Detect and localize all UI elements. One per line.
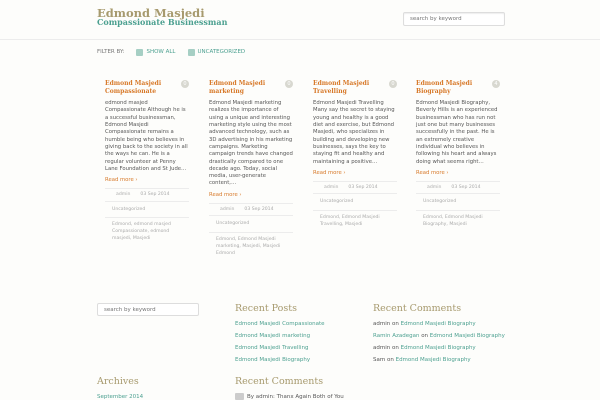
read-more-link[interactable]: Read more ›	[416, 169, 449, 176]
comment-count-badge[interactable]: 4	[492, 80, 500, 88]
comment-on: on	[391, 345, 399, 351]
post-date: 03 Sep 2014	[451, 185, 481, 191]
post-tags[interactable]: Edmond, Edmond Masjedi Biography, Masjedi	[423, 214, 483, 227]
header-search-input[interactable]	[403, 12, 505, 26]
comment-post-link[interactable]: Edmond Masjedi Biography	[400, 345, 476, 351]
comment-on: on	[391, 321, 399, 327]
recent-post-link[interactable]: Edmond Masjedi Travelling	[235, 345, 309, 351]
recent-comments-title-2: Recent Comments	[235, 376, 324, 387]
post-card	[416, 80, 500, 228]
comment-author[interactable]: admin	[373, 345, 391, 351]
recent-post-link[interactable]: Edmond Masjedi marketing	[235, 333, 311, 339]
recent-comment-item	[373, 330, 505, 342]
post-excerpt: edmond masjed Compassionate Although he is a successful businessman, Edmond Masjedi Compassionate remains a humble being who believes in giving back to the society in all the ways he can. He is a regular volunteer at Penny Lane Foundation and St Jude…	[105, 100, 188, 172]
post-card	[105, 80, 189, 242]
filter-label: FILTER BY:	[97, 49, 125, 55]
comment-on: on	[421, 333, 429, 339]
filter-uncategorized[interactable]	[188, 49, 246, 56]
post-excerpt: Edmond Masjedi Biography, Beverly Hills is an experienced businessman who has run not just one but many businesses successfully in the past. He is an extremely creative individual who believes in following his heart and always doing what seems right…	[416, 100, 498, 165]
recent-posts-title: Recent Posts	[235, 303, 297, 314]
post-meta	[209, 203, 293, 216]
read-more-link[interactable]: Read more ›	[209, 191, 242, 198]
recent-post-link[interactable]: Edmond Masjedi Compassionate	[235, 321, 325, 327]
filter-option-label: UNCATEGORIZED	[197, 49, 246, 55]
post-category[interactable]: Uncategorized	[209, 216, 293, 232]
site-header	[0, 0, 600, 40]
recent-post-link[interactable]: Edmond Masjedi Biography	[235, 357, 311, 363]
comment-author[interactable]: Ramin Azadegan	[373, 333, 420, 339]
archives-title: Archives	[97, 376, 139, 387]
post-date: 03 Sep 2014	[244, 207, 274, 213]
comment-post-link[interactable]: Edmond Masjedi Biography	[429, 333, 505, 339]
post-author[interactable]: admin	[116, 192, 131, 198]
post-category[interactable]: Uncategorized	[416, 194, 500, 210]
recent-comment-item	[373, 318, 505, 330]
comment-count-badge[interactable]: 0	[389, 80, 397, 88]
post-category[interactable]: Uncategorized	[313, 194, 397, 210]
post-card	[209, 80, 293, 257]
filter-show-all[interactable]	[136, 49, 175, 56]
post-excerpt: Edmond Masjedi Travelling Many say the secret to staying young and healthy is a good diet and exercise, but Edmond Masjedi, who specializes in building and developing new businesses, says the key to staying fit and healthy and maintaining a positive…	[313, 100, 395, 165]
site-title[interactable]: Edmond Masjedi	[97, 6, 205, 20]
checkbox-icon	[136, 49, 143, 56]
post-date: 03 Sep 2014	[140, 192, 170, 198]
archives-list	[97, 391, 143, 400]
recent-comments-list	[373, 318, 505, 366]
recent-posts-list	[235, 318, 325, 366]
read-more-link[interactable]: Read more ›	[313, 169, 346, 176]
comment-author[interactable]: Sam	[373, 357, 386, 363]
post-meta	[416, 181, 500, 194]
filter-bar	[97, 47, 257, 57]
post-author[interactable]: admin	[427, 185, 442, 191]
post-title[interactable]: Edmond Masjedi marketing	[209, 80, 266, 95]
checkbox-icon	[188, 49, 195, 56]
post-author[interactable]: admin	[324, 185, 339, 191]
post-tags[interactable]: Edmond, Edmond Masjedi marketing, Masjedi, Masjedi Edmond	[216, 236, 281, 256]
avatar-icon	[235, 393, 244, 400]
post-title[interactable]: Edmond Masjedi Biography	[416, 80, 473, 95]
site-description: Compassionate Businessman	[97, 17, 228, 27]
comment-text[interactable]: By admin: Thanx Again Both of You	[247, 394, 344, 400]
comment-on: on	[386, 357, 394, 363]
comment-author[interactable]: admin	[373, 321, 391, 327]
post-category[interactable]: Uncategorized	[105, 202, 189, 218]
comment-count-badge[interactable]: 0	[285, 80, 293, 88]
post-title[interactable]: Edmond Masjedi Travelling	[313, 80, 370, 95]
recent-comments-title: Recent Comments	[373, 303, 462, 314]
post-tags[interactable]: Edmond, edmond masjed Compassionate, edmond masjedi, Masjedi	[112, 222, 171, 242]
post-card	[313, 80, 397, 228]
read-more-link[interactable]: Read more ›	[105, 177, 138, 184]
comment-post-link[interactable]: Edmond Masjedi Biography	[395, 357, 471, 363]
recent-comment-entry	[235, 391, 344, 400]
archive-link[interactable]: September 2014	[97, 394, 144, 400]
sidebar-search-input[interactable]	[97, 303, 199, 316]
recent-comment-item	[373, 342, 505, 354]
post-meta	[313, 181, 397, 194]
post-author[interactable]: admin	[220, 207, 235, 213]
post-excerpt: Edmond Masjedi marketing realizes the importance of using a unique and interesting marketing style using the most advanced technology, such as 3D advertising in his marketing campaigns. Marketing campaign trends have changed drastically compared to one decade ago. Today, social media, user-generate content,…	[209, 100, 293, 187]
filter-option-label: SHOW ALL	[146, 49, 176, 55]
comment-post-link[interactable]: Edmond Masjedi Biography	[400, 321, 476, 327]
post-title[interactable]: Edmond Masjedi Compassionate	[105, 80, 162, 95]
post-tags[interactable]: Edmond, Edmond Masjedi Travelling, Masjedi	[320, 214, 380, 227]
post-date: 03 Sep 2014	[348, 185, 378, 191]
recent-comment-item	[373, 354, 505, 366]
comment-count-badge[interactable]: 0	[181, 80, 189, 88]
post-meta	[105, 188, 189, 201]
